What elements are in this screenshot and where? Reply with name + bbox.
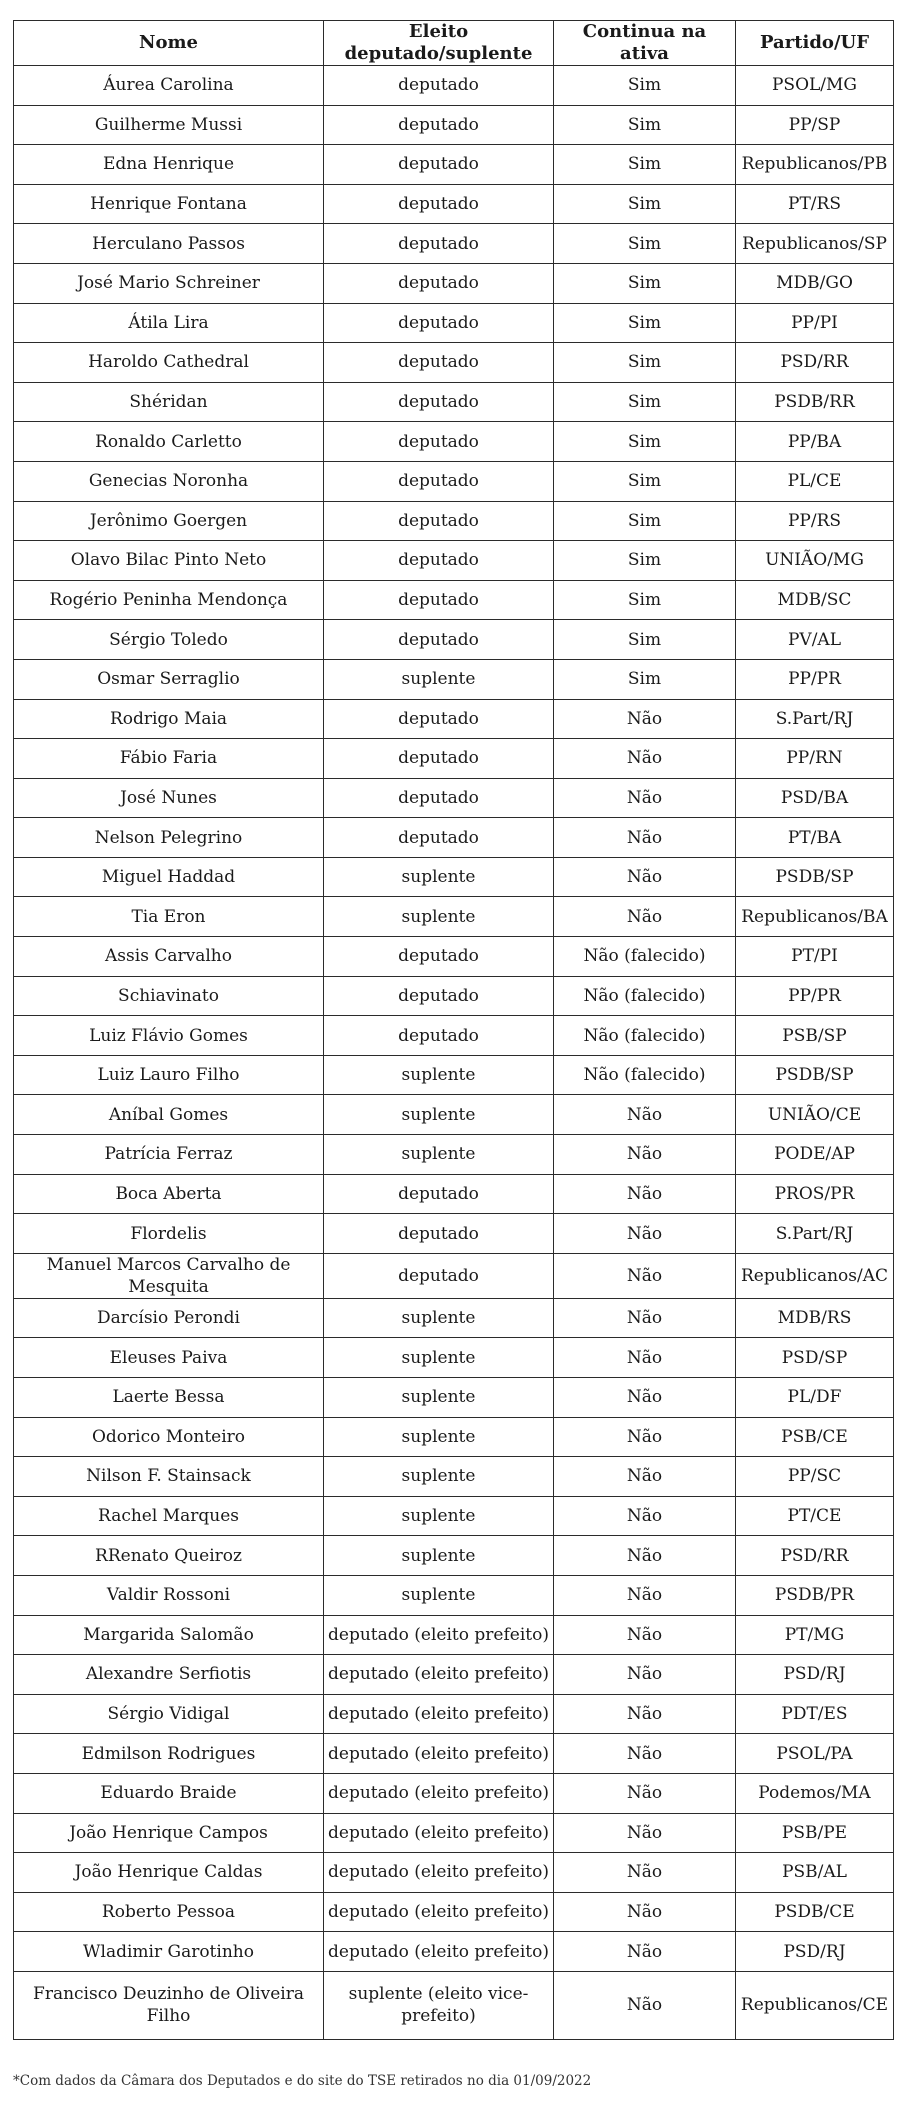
table-row	[14, 541, 894, 581]
cell-eleito: deputado	[324, 1174, 554, 1214]
cell-partido-uf: Republicanos/CE	[736, 1971, 894, 2039]
cell-eleito: deputado (eleito prefeito)	[324, 1773, 554, 1813]
cell-continua-ativa: Não (falecido)	[554, 1055, 736, 1095]
cell-continua-ativa: Não	[554, 1694, 736, 1734]
cell-nome: Edna Henrique	[14, 145, 324, 185]
cell-partido-uf: PDT/ES	[736, 1694, 894, 1734]
cell-continua-ativa: Não (falecido)	[554, 937, 736, 977]
cell-nome: Osmar Serraglio	[14, 659, 324, 699]
cell-partido-uf: Republicanos/SP	[736, 224, 894, 264]
cell-continua-ativa: Sim	[554, 303, 736, 343]
cell-eleito: suplente	[324, 1338, 554, 1378]
cell-partido-uf: PSD/RJ	[736, 1655, 894, 1695]
cell-partido-uf: S.Part/RJ	[736, 1214, 894, 1254]
cell-partido-uf: PSDB/RR	[736, 382, 894, 422]
cell-eleito: deputado	[324, 145, 554, 185]
table-row	[14, 739, 894, 779]
table-header-row	[14, 21, 894, 66]
cell-continua-ativa: Não	[554, 1298, 736, 1338]
cell-partido-uf: PP/SC	[736, 1457, 894, 1497]
cell-nome: Aníbal Gomes	[14, 1095, 324, 1135]
cell-nome: Eleuses Paiva	[14, 1338, 324, 1378]
cell-continua-ativa: Não	[554, 1457, 736, 1497]
cell-continua-ativa: Não	[554, 1378, 736, 1418]
cell-partido-uf: PP/BA	[736, 422, 894, 462]
cell-partido-uf: PT/RS	[736, 184, 894, 224]
cell-partido-uf: Republicanos/BA	[736, 897, 894, 937]
table-row	[14, 263, 894, 303]
cell-eleito: deputado	[324, 1214, 554, 1254]
cell-nome: Odorico Monteiro	[14, 1417, 324, 1457]
cell-nome: Guilherme Mussi	[14, 105, 324, 145]
table-row	[14, 1253, 894, 1298]
cell-partido-uf: PSDB/SP	[736, 1055, 894, 1095]
cell-eleito: deputado	[324, 580, 554, 620]
cell-eleito: deputado	[324, 620, 554, 660]
cell-partido-uf: S.Part/RJ	[736, 699, 894, 739]
table-row	[14, 1536, 894, 1576]
cell-continua-ativa: Sim	[554, 224, 736, 264]
cell-partido-uf: PV/AL	[736, 620, 894, 660]
cell-eleito: suplente	[324, 857, 554, 897]
cell-nome: Francisco Deuzinho de Oliveira Filho	[14, 1971, 324, 2039]
table-row	[14, 818, 894, 858]
table-row	[14, 1298, 894, 1338]
cell-continua-ativa: Sim	[554, 501, 736, 541]
cell-continua-ativa: Não	[554, 818, 736, 858]
cell-nome: João Henrique Campos	[14, 1813, 324, 1853]
cell-nome: Henrique Fontana	[14, 184, 324, 224]
cell-eleito: suplente	[324, 659, 554, 699]
cell-continua-ativa: Sim	[554, 382, 736, 422]
table-row	[14, 105, 894, 145]
cell-nome: Sérgio Vidigal	[14, 1694, 324, 1734]
table-row	[14, 145, 894, 185]
table-row	[14, 778, 894, 818]
cell-eleito: suplente	[324, 1457, 554, 1497]
cell-continua-ativa: Não	[554, 1174, 736, 1214]
table-row	[14, 1773, 894, 1813]
cell-eleito: deputado	[324, 184, 554, 224]
table-row	[14, 461, 894, 501]
cell-continua-ativa: Sim	[554, 620, 736, 660]
cell-nome: Laerte Bessa	[14, 1378, 324, 1418]
cell-continua-ativa: Não	[554, 1214, 736, 1254]
cell-continua-ativa: Sim	[554, 145, 736, 185]
cell-partido-uf: Republicanos/AC	[736, 1253, 894, 1298]
cell-continua-ativa: Não	[554, 1536, 736, 1576]
cell-eleito: suplente	[324, 1135, 554, 1175]
cell-partido-uf: PODE/AP	[736, 1135, 894, 1175]
cell-continua-ativa: Não	[554, 1734, 736, 1774]
table-row	[14, 1016, 894, 1056]
cell-nome: Margarida Salomão	[14, 1615, 324, 1655]
cell-eleito: suplente	[324, 1496, 554, 1536]
cell-eleito: deputado	[324, 224, 554, 264]
cell-eleito: deputado (eleito prefeito)	[324, 1734, 554, 1774]
cell-eleito: deputado	[324, 382, 554, 422]
cell-partido-uf: PSOL/PA	[736, 1734, 894, 1774]
cell-continua-ativa: Não	[554, 1496, 736, 1536]
cell-nome: Flordelis	[14, 1214, 324, 1254]
cell-continua-ativa: Não	[554, 1892, 736, 1932]
table-row	[14, 976, 894, 1016]
cell-nome: José Mario Schreiner	[14, 263, 324, 303]
cell-nome: Haroldo Cathedral	[14, 343, 324, 383]
cell-partido-uf: PSD/BA	[736, 778, 894, 818]
cell-continua-ativa: Não (falecido)	[554, 976, 736, 1016]
cell-partido-uf: PP/PI	[736, 303, 894, 343]
table-row	[14, 1932, 894, 1972]
cell-eleito: deputado	[324, 976, 554, 1016]
cell-eleito: deputado	[324, 818, 554, 858]
cell-eleito: deputado (eleito prefeito)	[324, 1932, 554, 1972]
cell-nome: Jerônimo Goergen	[14, 501, 324, 541]
cell-partido-uf: PROS/PR	[736, 1174, 894, 1214]
cell-partido-uf: PL/DF	[736, 1378, 894, 1418]
cell-eleito: suplente	[324, 1378, 554, 1418]
cell-nome: Átila Lira	[14, 303, 324, 343]
table-row	[14, 659, 894, 699]
cell-nome: Assis Carvalho	[14, 937, 324, 977]
table-row	[14, 422, 894, 462]
cell-partido-uf: PSB/AL	[736, 1853, 894, 1893]
cell-continua-ativa: Não (falecido)	[554, 1016, 736, 1056]
cell-continua-ativa: Não	[554, 1417, 736, 1457]
cell-nome: Shéridan	[14, 382, 324, 422]
cell-nome: Luiz Flávio Gomes	[14, 1016, 324, 1056]
cell-eleito: deputado	[324, 1253, 554, 1298]
cell-continua-ativa: Não	[554, 739, 736, 779]
cell-eleito: suplente	[324, 897, 554, 937]
table-row	[14, 382, 894, 422]
cell-eleito: suplente	[324, 1575, 554, 1615]
cell-continua-ativa: Não	[554, 897, 736, 937]
cell-partido-uf: PSDB/SP	[736, 857, 894, 897]
cell-nome: Sérgio Toledo	[14, 620, 324, 660]
cell-eleito: deputado	[324, 422, 554, 462]
cell-nome: Nilson F. Stainsack	[14, 1457, 324, 1497]
deputies-table-container	[13, 20, 893, 2040]
cell-eleito: deputado (eleito prefeito)	[324, 1892, 554, 1932]
cell-nome: Fábio Faria	[14, 739, 324, 779]
table-row	[14, 1971, 894, 2039]
cell-partido-uf: PSDB/CE	[736, 1892, 894, 1932]
cell-partido-uf: MDB/RS	[736, 1298, 894, 1338]
cell-continua-ativa: Não	[554, 857, 736, 897]
table-row	[14, 1655, 894, 1695]
cell-continua-ativa: Não	[554, 1575, 736, 1615]
cell-continua-ativa: Não	[554, 1813, 736, 1853]
cell-partido-uf: PSD/SP	[736, 1338, 894, 1378]
table-row	[14, 699, 894, 739]
cell-eleito: deputado	[324, 778, 554, 818]
cell-continua-ativa: Não	[554, 1135, 736, 1175]
cell-continua-ativa: Sim	[554, 343, 736, 383]
cell-continua-ativa: Não	[554, 778, 736, 818]
cell-continua-ativa: Não	[554, 1655, 736, 1695]
cell-nome: Alexandre Serfiotis	[14, 1655, 324, 1695]
footnote: *Com dados da Câmara dos Deputados e do site do TSE retirados no dia 01/09/2022	[13, 2073, 592, 2089]
cell-partido-uf: Podemos/MA	[736, 1773, 894, 1813]
table-row	[14, 1338, 894, 1378]
table-row	[14, 857, 894, 897]
cell-eleito: deputado	[324, 461, 554, 501]
cell-nome: Tia Eron	[14, 897, 324, 937]
cell-nome: Eduardo Braide	[14, 1773, 324, 1813]
table-row	[14, 1813, 894, 1853]
cell-partido-uf: PSDB/PR	[736, 1575, 894, 1615]
cell-continua-ativa: Não	[554, 1853, 736, 1893]
cell-eleito: deputado	[324, 937, 554, 977]
table-row	[14, 580, 894, 620]
cell-partido-uf: Republicanos/PB	[736, 145, 894, 185]
cell-partido-uf: MDB/SC	[736, 580, 894, 620]
table-row	[14, 184, 894, 224]
cell-partido-uf: PT/BA	[736, 818, 894, 858]
cell-partido-uf: PSB/PE	[736, 1813, 894, 1853]
cell-nome: Rogério Peninha Mendonça	[14, 580, 324, 620]
cell-nome: Wladimir Garotinho	[14, 1932, 324, 1972]
cell-eleito: deputado (eleito prefeito)	[324, 1853, 554, 1893]
cell-continua-ativa: Não	[554, 1932, 736, 1972]
table-row	[14, 1734, 894, 1774]
table-row	[14, 1457, 894, 1497]
cell-nome: Schiavinato	[14, 976, 324, 1016]
cell-partido-uf: UNIÃO/CE	[736, 1095, 894, 1135]
cell-continua-ativa: Não	[554, 1971, 736, 2039]
cell-partido-uf: PT/MG	[736, 1615, 894, 1655]
cell-nome: Nelson Pelegrino	[14, 818, 324, 858]
cell-continua-ativa: Não	[554, 1773, 736, 1813]
table-row	[14, 343, 894, 383]
header-partido-uf: Partido/UF	[736, 21, 894, 66]
cell-eleito: deputado	[324, 263, 554, 303]
table-row	[14, 224, 894, 264]
cell-partido-uf: PSOL/MG	[736, 66, 894, 106]
table-row	[14, 1892, 894, 1932]
cell-partido-uf: MDB/GO	[736, 263, 894, 303]
cell-partido-uf: PP/RN	[736, 739, 894, 779]
table-row	[14, 1135, 894, 1175]
table-row	[14, 1095, 894, 1135]
cell-partido-uf: PSB/SP	[736, 1016, 894, 1056]
cell-eleito: deputado	[324, 66, 554, 106]
table-row	[14, 1496, 894, 1536]
header-continua-ativa: Continua na ativa	[554, 21, 736, 66]
cell-nome: Ronaldo Carletto	[14, 422, 324, 462]
cell-partido-uf: PSD/RJ	[736, 1932, 894, 1972]
table-body	[14, 66, 894, 2040]
cell-continua-ativa: Não	[554, 1338, 736, 1378]
table-row	[14, 303, 894, 343]
cell-partido-uf: PP/RS	[736, 501, 894, 541]
cell-eleito: deputado (eleito prefeito)	[324, 1655, 554, 1695]
table-row	[14, 1615, 894, 1655]
cell-eleito: suplente (eleito vice-prefeito)	[324, 1971, 554, 2039]
cell-eleito: suplente	[324, 1536, 554, 1576]
cell-partido-uf: UNIÃO/MG	[736, 541, 894, 581]
table-row	[14, 1378, 894, 1418]
cell-partido-uf: PSB/CE	[736, 1417, 894, 1457]
cell-partido-uf: PL/CE	[736, 461, 894, 501]
cell-nome: Olavo Bilac Pinto Neto	[14, 541, 324, 581]
cell-nome: Manuel Marcos Carvalho de Mesquita	[14, 1253, 324, 1298]
cell-nome: Valdir Rossoni	[14, 1575, 324, 1615]
cell-partido-uf: PP/SP	[736, 105, 894, 145]
cell-nome: Rachel Marques	[14, 1496, 324, 1536]
cell-nome: Luiz Lauro Filho	[14, 1055, 324, 1095]
cell-nome: Miguel Haddad	[14, 857, 324, 897]
cell-partido-uf: PSD/RR	[736, 1536, 894, 1576]
cell-continua-ativa: Não	[554, 1095, 736, 1135]
table-row	[14, 1853, 894, 1893]
cell-eleito: suplente	[324, 1417, 554, 1457]
cell-nome: Genecias Noronha	[14, 461, 324, 501]
cell-eleito: deputado (eleito prefeito)	[324, 1694, 554, 1734]
cell-continua-ativa: Sim	[554, 541, 736, 581]
table-row	[14, 501, 894, 541]
cell-nome: RRenato Queiroz	[14, 1536, 324, 1576]
cell-partido-uf: PSD/RR	[736, 343, 894, 383]
cell-nome: João Henrique Caldas	[14, 1853, 324, 1893]
cell-nome: Edmilson Rodrigues	[14, 1734, 324, 1774]
cell-eleito: deputado	[324, 501, 554, 541]
cell-nome: Herculano Passos	[14, 224, 324, 264]
cell-eleito: deputado	[324, 699, 554, 739]
cell-nome: Darcísio Perondi	[14, 1298, 324, 1338]
table-row	[14, 1694, 894, 1734]
table-row	[14, 1214, 894, 1254]
cell-eleito: deputado	[324, 105, 554, 145]
cell-eleito: deputado	[324, 739, 554, 779]
cell-continua-ativa: Sim	[554, 580, 736, 620]
table-row	[14, 1575, 894, 1615]
cell-continua-ativa: Sim	[554, 422, 736, 462]
header-nome: Nome	[14, 21, 324, 66]
cell-nome: Áurea Carolina	[14, 66, 324, 106]
cell-continua-ativa: Não	[554, 1615, 736, 1655]
cell-partido-uf: PT/CE	[736, 1496, 894, 1536]
cell-eleito: deputado (eleito prefeito)	[324, 1813, 554, 1853]
cell-nome: Rodrigo Maia	[14, 699, 324, 739]
cell-eleito: deputado (eleito prefeito)	[324, 1615, 554, 1655]
cell-partido-uf: PP/PR	[736, 659, 894, 699]
cell-partido-uf: PT/PI	[736, 937, 894, 977]
cell-partido-uf: PP/PR	[736, 976, 894, 1016]
cell-continua-ativa: Sim	[554, 263, 736, 303]
cell-continua-ativa: Sim	[554, 184, 736, 224]
cell-continua-ativa: Sim	[554, 659, 736, 699]
cell-eleito: suplente	[324, 1298, 554, 1338]
cell-continua-ativa: Não	[554, 1253, 736, 1298]
cell-continua-ativa: Não	[554, 699, 736, 739]
table-row	[14, 66, 894, 106]
table-row	[14, 897, 894, 937]
header-eleito: Eleito deputado/suplente	[324, 21, 554, 66]
cell-nome: Boca Aberta	[14, 1174, 324, 1214]
cell-eleito: suplente	[324, 1055, 554, 1095]
table-row	[14, 620, 894, 660]
table-row	[14, 1417, 894, 1457]
cell-continua-ativa: Sim	[554, 105, 736, 145]
cell-nome: Roberto Pessoa	[14, 1892, 324, 1932]
table-row	[14, 1055, 894, 1095]
table-row	[14, 1174, 894, 1214]
cell-eleito: deputado	[324, 1016, 554, 1056]
cell-continua-ativa: Sim	[554, 66, 736, 106]
deputies-table	[13, 20, 894, 2040]
cell-continua-ativa: Sim	[554, 461, 736, 501]
cell-eleito: deputado	[324, 541, 554, 581]
cell-eleito: deputado	[324, 303, 554, 343]
table-row	[14, 937, 894, 977]
cell-eleito: deputado	[324, 343, 554, 383]
cell-nome: Patrícia Ferraz	[14, 1135, 324, 1175]
cell-eleito: suplente	[324, 1095, 554, 1135]
cell-nome: José Nunes	[14, 778, 324, 818]
